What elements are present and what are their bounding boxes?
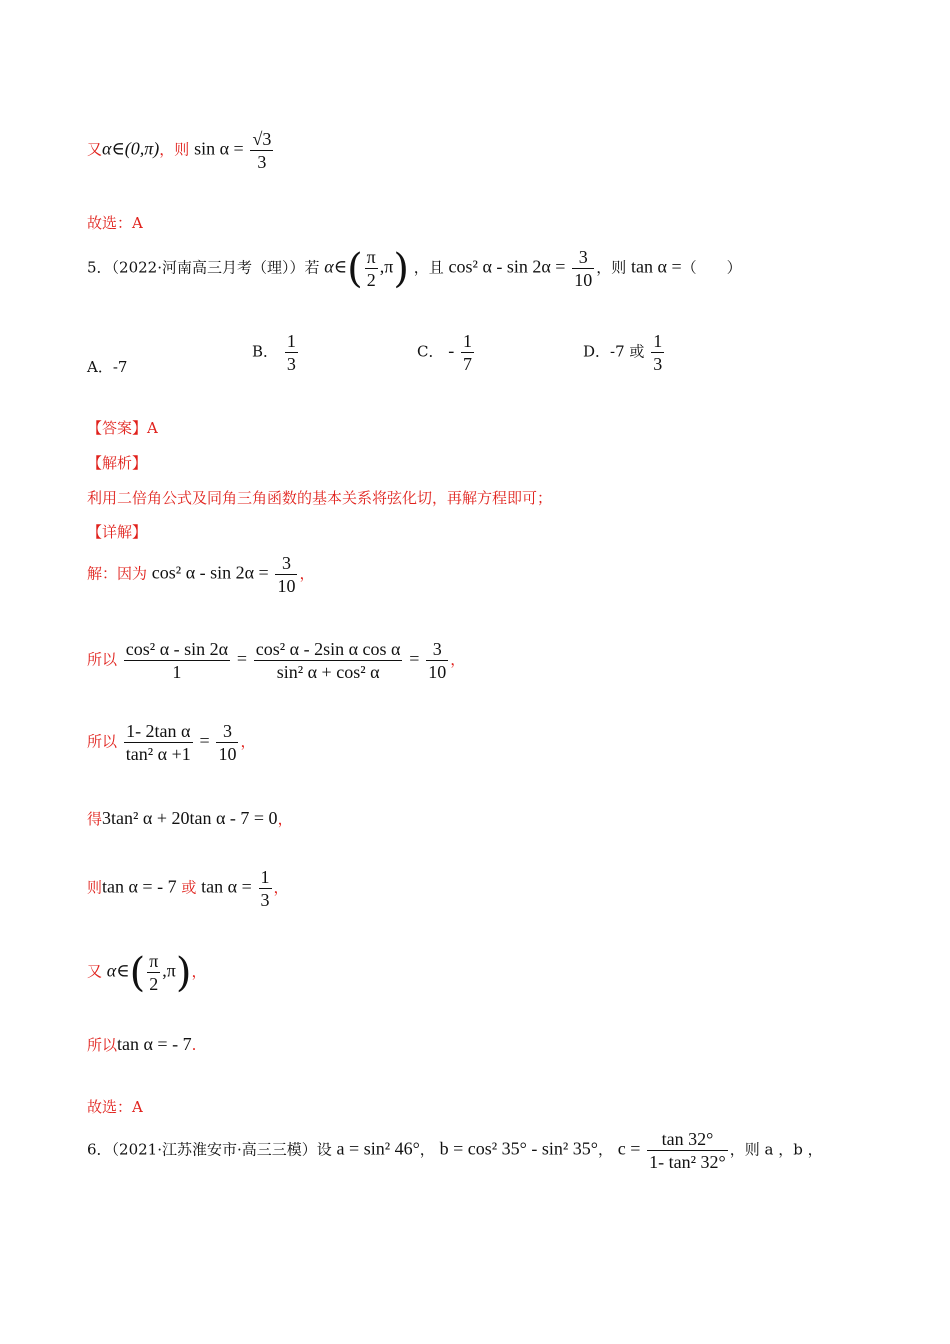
step6-num: π — [149, 951, 159, 971]
step-1 — [87, 552, 315, 597]
option-c-label: C． — [417, 342, 444, 361]
step-2: 所以 $\frac{\text{cos² α - sin 2α}}{1}$ = $\frac{\text{cos² α - 2sin α cos α}}{\text{sin² α + cos² α}}$ = $\frac{3}{10}$ ， — [87, 639, 466, 682]
choose-answer-1: 故选：A — [87, 214, 143, 232]
q5-cond-num: π — [366, 247, 376, 267]
step2-frac2 — [254, 638, 403, 683]
option-a-value: -7 — [112, 358, 128, 376]
answer-label: 【答案】A — [87, 419, 158, 437]
step3-end: ， — [240, 732, 256, 751]
detail-label: 【详解】 — [87, 523, 148, 541]
step6-den: 2 — [149, 974, 159, 994]
step2-f2-den: sin² α + cos² α — [276, 662, 380, 682]
step3-f1-den: tan² α +1 — [125, 744, 191, 764]
q6-b-expr: b = cos² 35° - sin² 35° — [439, 1138, 598, 1159]
step2-frac3 — [426, 638, 448, 683]
step4-prefix: 得 — [87, 810, 103, 828]
step2-frac1 — [124, 638, 230, 683]
q5-cond-frac — [365, 246, 378, 291]
step1-num: 3 — [275, 552, 297, 575]
line-alpha-range — [87, 128, 275, 173]
line1-expr: sin α = — [194, 138, 244, 159]
q5-ask: tan α = — [631, 256, 682, 277]
q5-given-num: 3 — [572, 246, 594, 269]
option-d-num: 1 — [653, 331, 663, 351]
step2-f3-den: 10 — [428, 662, 447, 682]
step-5 — [87, 866, 289, 911]
q5-cond-right: ,π — [379, 256, 394, 277]
step3-f1-num: 1- 2tan α — [124, 720, 193, 743]
step5-or: 或 — [181, 878, 197, 897]
q5-and: ，且 — [413, 258, 444, 277]
analysis-label: 【解析】 — [87, 454, 148, 472]
option-c-den: 7 — [463, 354, 473, 374]
step1-end: ， — [299, 564, 315, 583]
option-d-frac — [651, 330, 664, 375]
step7-end: . — [191, 1036, 197, 1054]
step2-prefix: 所以 — [87, 650, 118, 669]
q6-sep2: ， — [597, 1140, 613, 1159]
q6-number: 6． — [87, 1140, 112, 1159]
q6-sep1: ， — [419, 1140, 435, 1159]
q5-given-frac — [572, 246, 594, 291]
q5-cond-left: α∈ — [324, 256, 348, 277]
q6-c-frac — [647, 1128, 728, 1173]
q6-c-lhs: c = — [617, 1138, 641, 1159]
line1-den: 3 — [257, 152, 267, 172]
q6-a-expr: a = sin² 46° — [336, 1138, 420, 1159]
step6-right: ,π — [162, 960, 176, 981]
line1-mid: ，则 — [159, 140, 190, 159]
option-d-label: D． — [583, 342, 611, 361]
question-6 — [87, 1128, 823, 1173]
step3-prefix: 所以 — [87, 732, 118, 751]
option-c-frac — [461, 330, 474, 375]
step-7 — [87, 1034, 196, 1055]
step6-prefix: 又 — [87, 962, 103, 981]
step6-frac — [147, 950, 160, 995]
step5-expr2: tan α = — [201, 876, 252, 897]
option-b — [252, 330, 300, 375]
step3-f2-num: 3 — [216, 720, 238, 743]
step5-num: 1 — [260, 867, 270, 887]
step6-left: α∈ — [106, 960, 130, 981]
step-4 — [87, 808, 293, 829]
analysis-text: 利用二倍角公式及同角三角函数的基本关系将弦化切，再解方程即可； — [87, 489, 553, 507]
step7-expr: tan α = - 7 — [117, 1034, 192, 1054]
step5-frac — [259, 866, 272, 911]
step3-f2-den: 10 — [218, 744, 237, 764]
option-c-sign: - — [448, 340, 455, 361]
option-b-den: 3 — [286, 354, 296, 374]
step3-frac2 — [216, 720, 238, 765]
choose-answer-2: 故选：A — [87, 1098, 143, 1116]
step1-den: 10 — [277, 576, 296, 596]
step2-f1-num: cos² α - sin 2α — [125, 639, 229, 659]
step2-f2-num: cos² α - 2sin α cos α — [255, 639, 401, 659]
q5-number: 5． — [87, 258, 112, 277]
option-d-value: -7 或 — [610, 342, 645, 361]
step6-end: ， — [191, 962, 207, 981]
q5-cond-den: 2 — [366, 270, 376, 290]
step1-expr: cos² α - sin 2α = — [151, 562, 269, 583]
option-d-den: 3 — [653, 354, 663, 374]
line1-fraction — [250, 128, 273, 173]
step2-end: ， — [450, 650, 466, 669]
question-5: 5．（2022·河南高三月考（理））若 α∈( $\frac{\pi}{2}$ ,π) ，且 cos² α - sin 2α = $\frac{3}{10}$ ，则 tan α =（ ） — [87, 245, 742, 292]
step2-f3-num: 3 — [426, 638, 448, 661]
q5-then: ，则 — [596, 258, 627, 277]
step4-expr: 3tan² α + 20tan α - 7 = 0 — [102, 808, 278, 828]
option-b-num: 1 — [286, 331, 296, 351]
step1-frac — [275, 552, 297, 597]
q6-c-den: 1- tan² 32° — [649, 1152, 726, 1172]
q6-tail: ，则 a ，b ， — [729, 1140, 823, 1159]
step5-end: ， — [273, 878, 289, 897]
option-c — [417, 330, 476, 375]
option-d — [583, 330, 666, 375]
line1-prefix: 又 — [87, 140, 103, 159]
line1-cond: α∈(0,π) — [102, 138, 160, 159]
step1-prefix: 解：因为 — [87, 564, 148, 583]
step2-f1-den: 1 — [172, 662, 182, 682]
q5-source: （2022·河南高三月考（理））若 — [111, 258, 320, 277]
step3-frac1 — [124, 720, 193, 765]
option-b-frac — [285, 330, 298, 375]
step5-den: 3 — [260, 890, 270, 910]
q5-blank: （ ） — [681, 258, 742, 277]
step-6: 又 α∈( $\frac{\pi}{2}$ ,π)， — [87, 949, 207, 996]
step5-expr1: tan α = - 7 — [102, 876, 177, 897]
q6-c-num: tan 32° — [647, 1128, 728, 1151]
step7-prefix: 所以 — [87, 1036, 118, 1054]
q6-source: （2021·江苏淮安市·高三三模）设 — [111, 1140, 332, 1159]
step5-prefix: 则 — [87, 878, 103, 897]
option-b-label: B． — [252, 342, 279, 361]
step4-end: ， — [277, 810, 293, 828]
line1-num: √3 — [252, 129, 272, 149]
q5-given-den: 10 — [574, 270, 593, 290]
option-a — [87, 356, 127, 377]
option-a-label: A． — [87, 358, 113, 376]
option-c-num: 1 — [463, 331, 473, 351]
q5-given: cos² α - sin 2α = — [448, 256, 566, 277]
step-3: 所以 $\frac{\text{1- 2tan α}}{\text{tan² α +1}}$ = $\frac{3}{10}$ ， — [87, 721, 256, 764]
